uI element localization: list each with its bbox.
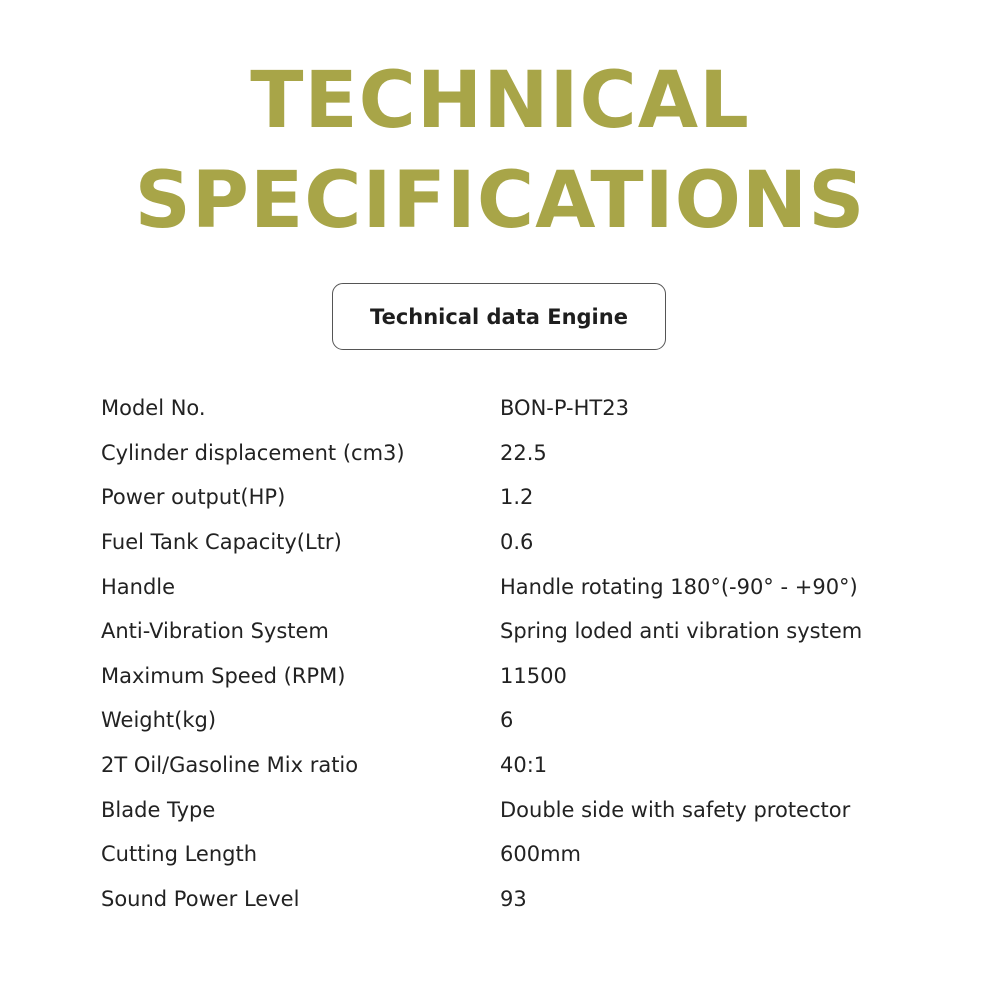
spec-row: [101, 877, 961, 922]
spec-value: 6: [500, 708, 514, 733]
spec-value: 1.2: [500, 485, 534, 510]
spec-row: [101, 743, 961, 788]
spec-label: Weight(kg): [101, 708, 217, 733]
spec-value: Handle rotating 180°(-90° - +90°): [500, 574, 858, 599]
page-title-line-1: TECHNICAL: [250, 56, 750, 146]
spec-label: Fuel Tank Capacity(Ltr): [101, 530, 342, 555]
spec-label: Sound Power Level: [101, 886, 300, 911]
spec-value: 0.6: [500, 530, 534, 555]
spec-row: [101, 609, 961, 654]
spec-label: Model No.: [101, 396, 206, 421]
spec-label: Anti-Vibration System: [101, 619, 329, 644]
spec-row: [101, 832, 961, 877]
spec-row: [101, 386, 961, 431]
spec-table: [101, 386, 961, 921]
spec-label: Power output(HP): [101, 485, 286, 510]
spec-row: [101, 698, 961, 743]
spec-row: [101, 431, 961, 476]
spec-value: Spring loded anti vibration system: [500, 619, 863, 644]
spec-row: [101, 787, 961, 832]
spec-value: Double side with safety protector: [500, 797, 851, 822]
section-header-box: [332, 283, 666, 350]
spec-value: 93: [500, 886, 527, 911]
spec-row: [101, 564, 961, 609]
spec-value: 11500: [500, 663, 567, 688]
spec-value: BON-P-HT23: [500, 396, 629, 421]
spec-row: [101, 475, 961, 520]
page-title-line-2: SPECIFICATIONS: [134, 156, 866, 246]
spec-value: 22.5: [500, 440, 547, 465]
spec-row: [101, 520, 961, 565]
spec-value: 40:1: [500, 753, 548, 778]
spec-label: Maximum Speed (RPM): [101, 663, 346, 688]
spec-label: Cylinder displacement (cm3): [101, 440, 405, 465]
spec-value: 600mm: [500, 842, 581, 867]
spec-label: 2T Oil/Gasoline Mix ratio: [101, 753, 359, 778]
spec-label: Handle: [101, 574, 176, 599]
spec-row: [101, 654, 961, 699]
spec-label: Cutting Length: [101, 842, 258, 867]
spec-label: Blade Type: [101, 797, 216, 822]
section-header-label: Technical data Engine: [370, 304, 628, 329]
